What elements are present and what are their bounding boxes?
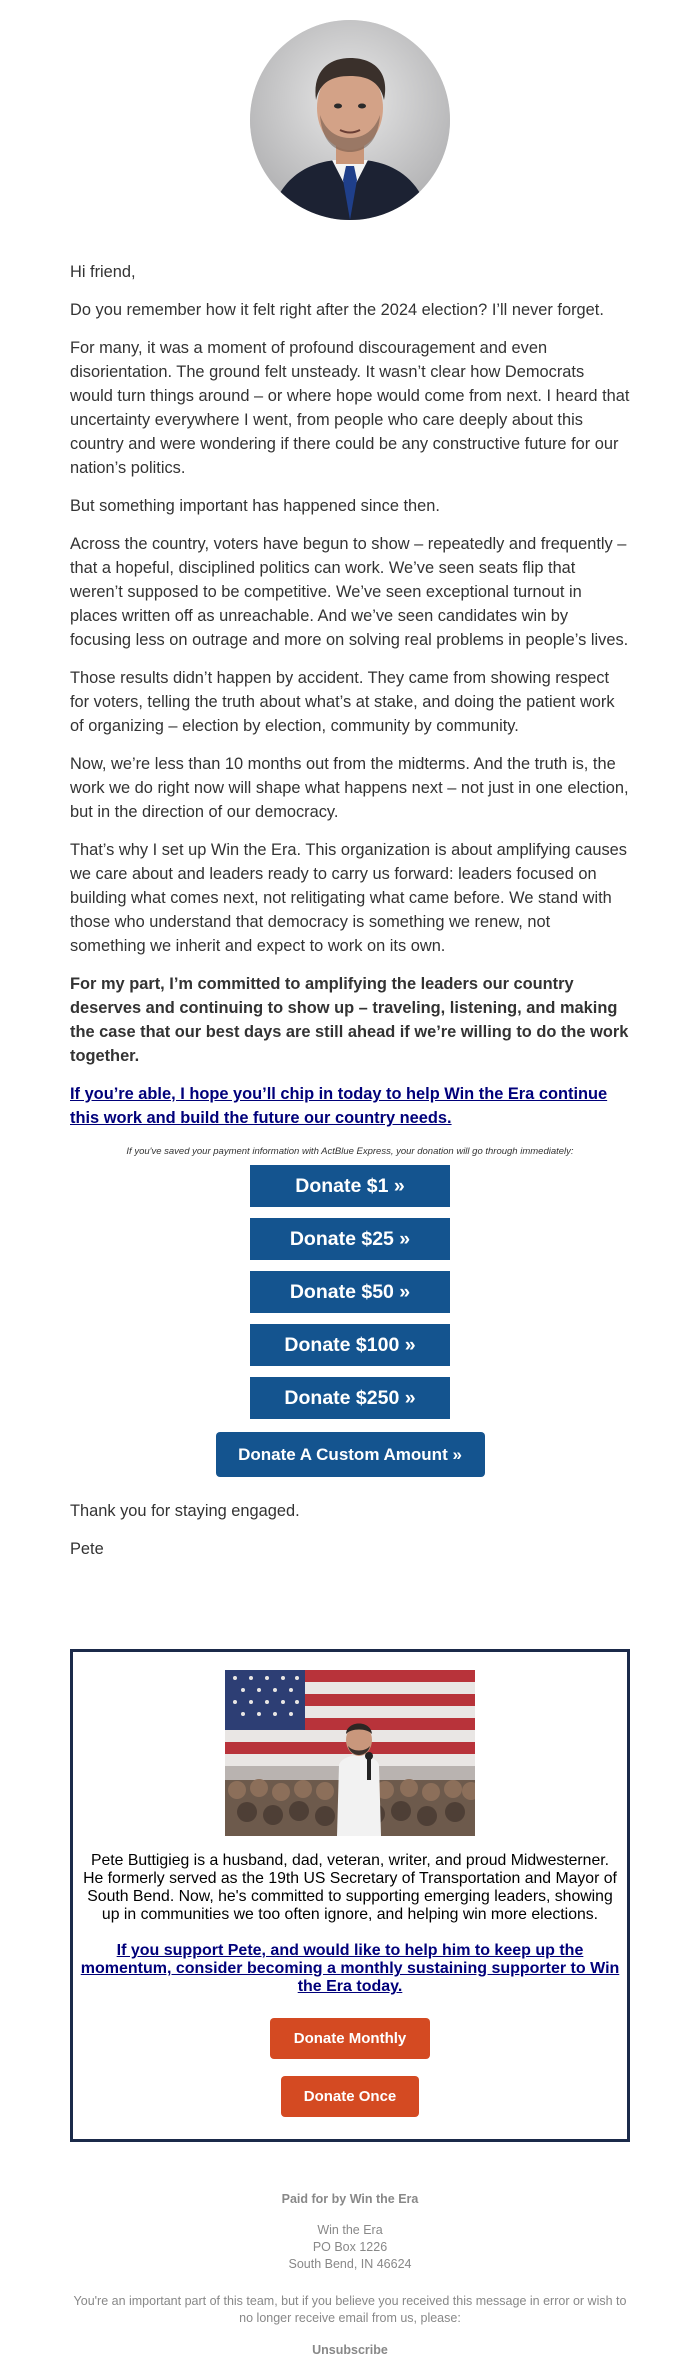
sustaining-ask <box>79 1942 621 1996</box>
mailing-address <box>0 2222 700 2273</box>
greeting: Hi friend, <box>70 263 136 281</box>
optout-text: You're an important part of this team, but if you believe you received this message in error or wish to no longer receive email from us, please: <box>73 2294 627 2325</box>
donate-25-button[interactable]: Donate $25 » <box>250 1218 450 1260</box>
address-line: PO Box 1226 <box>312 2240 388 2254</box>
donate-custom-button[interactable]: Donate A Custom Amount » <box>216 1432 485 1477</box>
donate-250-button[interactable]: Donate $250 » <box>250 1377 450 1419</box>
donate-1-button[interactable]: Donate $1 » <box>250 1165 450 1207</box>
bio-card <box>70 1649 630 2142</box>
email-header <box>0 0 700 245</box>
ask-paragraph <box>70 1082 630 1130</box>
paragraph: But something important has happened since then. <box>70 497 440 515</box>
donate-once-button[interactable]: Donate Once <box>281 2076 419 2117</box>
donate-50-button[interactable]: Donate $50 » <box>250 1271 450 1313</box>
commitment-paragraph: For my part, I’m committed to amplifying the leaders our country deserves and continuing to show up – traveling, listening, and making the case that our best days are still ahead if we’re willing to do the work together. <box>70 975 629 1065</box>
donate-100-button[interactable]: Donate $100 » <box>250 1324 450 1366</box>
paragraph: Those results didn’t happen by accident. They came from showing respect for voters, telling the truth about what’s at stake, and doing the patient work of organizing – election by election, community by community. <box>70 669 615 735</box>
closing-line: Thank you for staying engaged. <box>70 1502 300 1520</box>
letter-body <box>0 260 700 1561</box>
chip-in-link[interactable]: If you’re able, I hope you’ll chip in today to help Win the Era continue this work and build the future our country needs. <box>70 1085 608 1127</box>
actblue-express-note: If you've saved your payment information with ActBlue Express, your donation will go through immediately: <box>126 1146 574 1157</box>
donate-button-stack <box>70 1165 630 1477</box>
address-line: Win the Era <box>317 2223 383 2237</box>
donate-monthly-button[interactable]: Donate Monthly <box>270 2018 430 2059</box>
email-footer <box>0 2192 700 2357</box>
sustaining-supporter-link[interactable]: If you support Pete, and would like to help him to keep up the momentum, consider becoming a monthly sustaining supporter to Win the Era today. <box>80 1942 620 1995</box>
address-line: South Bend, IN 46624 <box>288 2257 412 2271</box>
paragraph: For many, it was a moment of profound discouragement and even disorientation. The ground felt unsteady. It wasn’t clear how Democrats would turn things around – or where hope would come from next. I heard that uncertainty everywhere I went, from people who care deeply about this country and were wondering if there could be any constructive future for our nation’s politics. <box>70 339 630 477</box>
rally-photo-icon <box>225 1670 475 1836</box>
paid-for-disclaimer: Paid for by Win the Era <box>281 2192 419 2206</box>
paragraph: That’s why I set up Win the Era. This organization is about amplifying causes we care about and leaders ready to carry us forward: leaders focused on building what comes next, not relitigating what came before. We stand with those who understand that democracy is something we renew, not something we inherit and expect to work on its own. <box>70 841 627 955</box>
portrait-circle-icon <box>250 20 450 220</box>
unsubscribe-link[interactable]: Unsubscribe <box>312 2343 388 2357</box>
signature: Pete <box>70 1540 104 1558</box>
paragraph: Across the country, voters have begun to show – repeatedly and frequently – that a hopeful, disciplined politics can work. We’ve seen seats flip that weren’t supposed to be competitive. We’ve seen exceptional turnout in places written off as unreachable. And we’ve seen candidates win by focusing less on outrage and more on solving real problems in people’s lives. <box>70 535 629 649</box>
paragraph: Now, we’re less than 10 months out from the midterms. And the truth is, the work we do right now will shape what happens next – not just in one election, but in the direction of our democracy. <box>70 755 629 821</box>
paragraph: Do you remember how it felt right after the 2024 election? I’ll never forget. <box>70 301 604 319</box>
bio-text: Pete Buttigieg is a husband, dad, veteran, writer, and proud Midwesterner. He formerly served as the 19th US Secretary of Transportation and Mayor of South Bend. Now, he's committed to supporting emerging leaders, showing up in communities we too often ignore, and helping win more elections. <box>83 1852 617 1923</box>
